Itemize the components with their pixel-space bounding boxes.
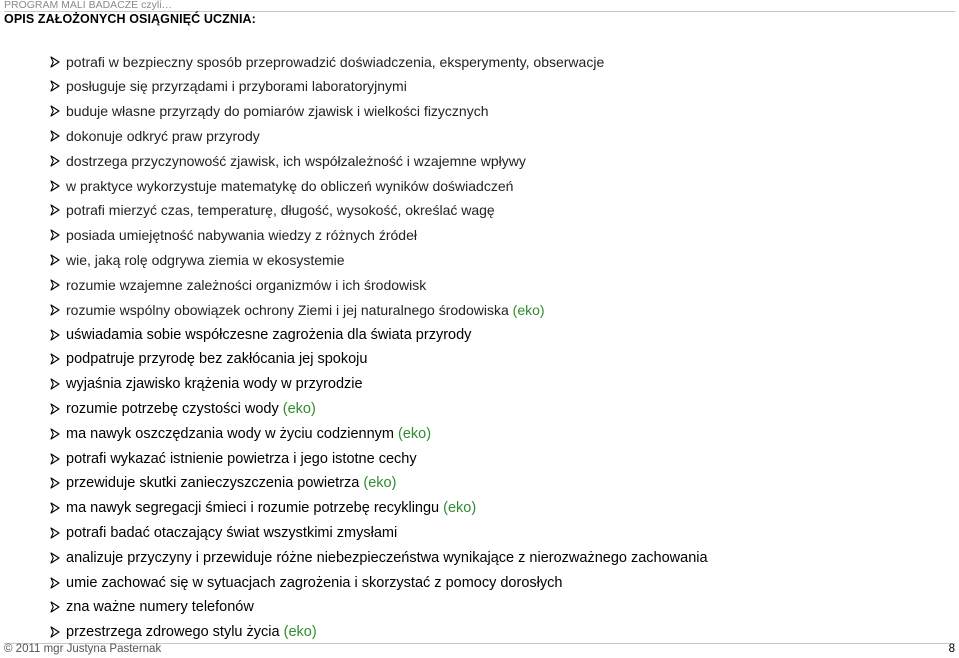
outcome-item: [50, 573, 562, 593]
page-number: 8: [948, 643, 955, 655]
outcome-text: posługuje się przyrządami i przyborami laboratoryjnymi: [66, 78, 407, 94]
outcome-text: zna ważne numery telefonów: [66, 599, 254, 615]
outcome-text: podpatruje przyrodę bez zakłócania jej spokoju: [66, 351, 368, 367]
outcome-text: ma nawyk oszczędzania wody w życiu codziennym: [66, 426, 394, 442]
outcome-text: dokonuje odkryć praw przyrody: [66, 128, 260, 144]
outcome-item: [50, 200, 495, 220]
outcome-text: analizuje przyczyny i przewiduje różne niebezpieczeństwa wynikające z nierozważnego zachowania: [66, 550, 708, 566]
outcome-item: [50, 151, 526, 171]
arrowhead-bullet-icon: [50, 527, 60, 539]
arrowhead-bullet-icon: [50, 378, 60, 390]
arrowhead-bullet-icon: [50, 304, 60, 316]
eko-tag: (eko): [398, 426, 432, 442]
outcome-item: [50, 597, 254, 617]
arrowhead-bullet-icon: [50, 56, 60, 68]
outcome-text: potrafi wykazać istnienie powietrza i jego istotne cechy: [66, 451, 417, 467]
outcome-item: [50, 126, 260, 146]
arrowhead-bullet-icon: [50, 626, 60, 638]
outcome-text: rozumie wspólny obowiązek ochrony Ziemi i jej naturalnego środowiska: [66, 302, 509, 318]
arrowhead-bullet-icon: [50, 601, 60, 613]
outcome-text: wie, jaką rolę odgrywa ziemia w ekosystemie: [66, 252, 345, 268]
outcome-item: [50, 622, 317, 642]
outcome-item: [50, 101, 489, 121]
outcome-text: przewiduje skutki zanieczyszczenia powietrza: [66, 475, 360, 491]
outcome-item: [50, 349, 367, 369]
outcome-text: wyjaśnia zjawisko krążenia wody w przyrodzie: [66, 376, 363, 392]
section-title: OPIS ZAŁOŻONYCH OSIĄGNIĘĆ UCZNIA:: [4, 12, 256, 26]
arrowhead-bullet-icon: [50, 254, 60, 266]
outcome-item: [50, 374, 363, 394]
arrowhead-bullet-icon: [50, 204, 60, 216]
outcome-item: [50, 300, 545, 320]
outcome-text: rozumie potrzebę czystości wody: [66, 401, 279, 417]
outcome-text: buduje własne przyrządy do pomiarów zjawisk i wielkości fizycznych: [66, 103, 489, 119]
arrowhead-bullet-icon: [50, 279, 60, 291]
outcome-item: [50, 76, 407, 96]
arrowhead-bullet-icon: [50, 105, 60, 117]
arrowhead-bullet-icon: [50, 577, 60, 589]
arrowhead-bullet-icon: [50, 130, 60, 142]
footer-copyright: © 2011 mgr Justyna Pasternak: [4, 643, 162, 655]
outcome-text: potrafi mierzyć czas, temperaturę, długość, wysokość, określać wagę: [66, 202, 495, 218]
arrowhead-bullet-icon: [50, 229, 60, 241]
outcome-item: [50, 449, 417, 469]
outcome-text: przestrzega zdrowego stylu życia: [66, 624, 280, 640]
outcome-text: potrafi w bezpieczny sposób przeprowadzić doświadczenia, eksperymenty, obserwacje: [66, 54, 605, 70]
outcome-text: posiada umiejętność nabywania wiedzy z różnych źródeł: [66, 227, 417, 243]
eko-tag: (eko): [363, 475, 397, 491]
outcome-item: [50, 176, 513, 196]
eko-tag: (eko): [282, 401, 316, 417]
arrowhead-bullet-icon: [50, 453, 60, 465]
eko-tag: (eko): [512, 302, 545, 318]
eko-tag: (eko): [283, 624, 317, 640]
outcome-item: [50, 399, 316, 419]
outcome-item: [50, 548, 708, 568]
arrowhead-bullet-icon: [50, 428, 60, 440]
outcome-item: [50, 523, 397, 543]
arrowhead-bullet-icon: [50, 155, 60, 167]
outcome-text: uświadamia sobie współczesne zagrożenia dla świata przyrody: [66, 327, 472, 343]
eko-tag: (eko): [443, 500, 477, 516]
outcome-text: dostrzega przyczynowość zjawisk, ich współzależność i wzajemne wpływy: [66, 153, 526, 169]
arrowhead-bullet-icon: [50, 403, 60, 415]
outcome-text: w praktyce wykorzystuje matematykę do obliczeń wyników doświadczeń: [66, 178, 514, 194]
outcome-text: umie zachować się w sytuacjach zagrożenia i skorzystać z pomocy dorosłych: [66, 575, 563, 591]
outcome-text: rozumie wzajemne zależności organizmów i ich środowisk: [66, 277, 427, 293]
outcome-item: [50, 473, 396, 493]
arrowhead-bullet-icon: [50, 477, 60, 489]
arrowhead-bullet-icon: [50, 329, 60, 341]
running-header: PROGRAM MALI BADACZE czyli…: [4, 0, 173, 11]
outcome-text: potrafi badać otaczający świat wszystkimi zmysłami: [66, 525, 398, 541]
arrowhead-bullet-icon: [50, 502, 60, 514]
outcome-item: [50, 325, 471, 345]
outcome-item: [50, 424, 431, 444]
arrowhead-bullet-icon: [50, 80, 60, 92]
outcome-item: [50, 52, 604, 72]
arrowhead-bullet-icon: [50, 552, 60, 564]
arrowhead-bullet-icon: [50, 180, 60, 192]
outcome-item: [50, 498, 476, 518]
outcome-item: [50, 225, 417, 245]
outcome-item: [50, 275, 426, 295]
outcome-text: ma nawyk segregacji śmieci i rozumie potrzebę recyklingu: [66, 500, 440, 516]
outcome-item: [50, 250, 345, 270]
arrowhead-bullet-icon: [50, 353, 60, 365]
